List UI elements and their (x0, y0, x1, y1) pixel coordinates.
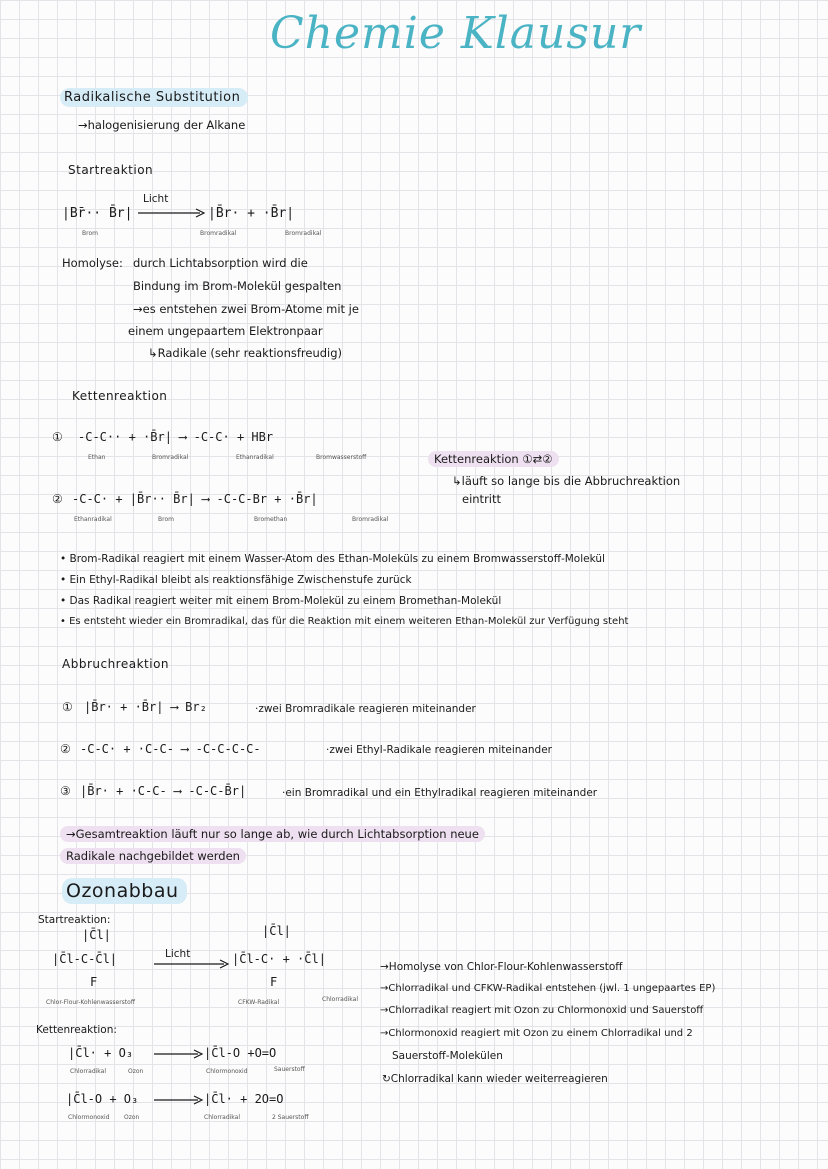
ozone-note-2: →Chlorradikal und CFKW-Radikal entstehen (jwl. 1 ungepaartes EP) (380, 983, 716, 994)
ozone-arrow-label: Licht (165, 948, 191, 960)
c1-label-a: Chlorradikal (70, 1068, 107, 1075)
chain-r1-eq: -C-C·· + ·B̄r| ⟶ -C-C· + HBr (78, 430, 274, 444)
chain-r1-label-c: Ethanradikal (236, 454, 274, 461)
chain-side-line-2: eintritt (462, 492, 502, 506)
page-title: Chemie Klausur (270, 8, 642, 59)
ozone-chain-label: Kettenreaktion: (36, 1024, 117, 1036)
ozone-note-6: ↻Chlorradikal kann wieder weiterreagieren (382, 1073, 608, 1085)
homolyse-line-5: ↳Radikale (sehr reaktionsfreudig) (148, 346, 343, 360)
start-arrow-label: Licht (143, 193, 169, 205)
c2-label-a: Chlormonoxid (68, 1114, 110, 1121)
c2-label-c: Chlorradikal (204, 1114, 241, 1121)
c1-label-d: Sauerstoff (274, 1066, 305, 1073)
start-eq-right: |B̄r· + ·B̄r| (208, 206, 295, 221)
label-chlorradikal: Chlorradikal (322, 996, 359, 1003)
chain-bullet-4: • Es entsteht wieder ein Bromradikal, das für die Reaktion mit einem weiteren Ethan-Molekül zur Verfügung steht (60, 616, 629, 627)
chain-r1-label-d: Bromwasserstoff (316, 454, 367, 461)
abort-r1-eq: |B̄r· + ·B̄r| ⟶ Br₂ (84, 700, 207, 714)
radical-subtitle: →halogenisierung der Alkane (78, 118, 246, 132)
chain-r2-label-d: Bromradikal (352, 516, 389, 523)
chain-r2-num: ② (52, 492, 63, 506)
ozone-c1-arrow (152, 1048, 204, 1060)
abort-r2-desc: ·zwei Ethyl-Radikale reagieren miteinander (326, 744, 552, 756)
homolyse-line-3: →es entstehen zwei Brom-Atome mit je (133, 302, 359, 316)
abort-summary-2: Radikale nachgebildet werden (60, 849, 246, 863)
chain-side-line-1: ↳läuft so lange bis die Abbruchreaktion (452, 474, 681, 488)
ozone-start-right-bottom: F (270, 975, 278, 989)
homolyse-line-4: einem ungepaartem Elektronpaar (128, 324, 323, 338)
chain-r1-label-b: Bromradikal (152, 454, 189, 461)
chain-bullet-2: • Ein Ethyl-Radikal bleibt als reaktionsfähige Zwischenstufe zurück (60, 574, 412, 586)
ozone-note-5: Sauerstoff-Molekülen (392, 1050, 503, 1062)
c2-label-b: Ozon (124, 1114, 140, 1121)
abort-r2-eq: -C-C· + ·C-C- ⟶ -C-C-C-C- (80, 742, 261, 756)
ozone-note-3: →Chlorradikal reagiert mit Ozon zu Chlormonoxid und Sauerstoff (380, 1005, 704, 1016)
ozone-c1-right: |C̄l-O +O=O (204, 1046, 277, 1060)
chain-r2-eq: -C-C· + |B̄r·· B̄r| ⟶ -C-C-Br + ·B̄r| (72, 492, 318, 506)
ozone-c2-left: |C̄l-O + O₃ (66, 1092, 139, 1106)
chain-r2-label-c: Bromethan (254, 516, 288, 523)
homolyse-line-1: durch Lichtabsorption wird die (133, 256, 308, 270)
ozone-start-arrow (152, 958, 230, 970)
ozone-start-right-top: |C̄l| (262, 924, 291, 938)
ozone-note-1: →Homolyse von Chlor-Flour-Kohlenwasserstoff (380, 961, 623, 973)
abort-summary-1: →Gesamtreaktion läuft nur so lange ab, wie durch Lichtabsorption neue (60, 827, 485, 841)
c1-label-b: Ozon (128, 1068, 144, 1075)
homolyse-line-2: Bindung im Brom-Molekül gespalten (133, 279, 342, 293)
ozone-heading: Ozonabbau (62, 880, 187, 902)
chain-r1-num: ① (52, 430, 63, 444)
abort-r1-num: ① (62, 700, 73, 714)
ozone-c1-left: |C̄l· + O₃ (68, 1046, 134, 1060)
chain-r2-label-b: Brom (158, 516, 174, 523)
label-cfkw-radikal: CFKW-Radikal (238, 999, 280, 1006)
c2-label-d: 2 Sauerstoff (272, 1114, 309, 1121)
abort-heading: Abbruchreaktion (62, 657, 170, 671)
ozone-start-left: |C̄l-C-C̄l| (52, 952, 118, 966)
label-bromradikal-1: Bromradikal (200, 230, 237, 237)
chain-heading: Kettenreaktion (72, 389, 168, 403)
label-brom: Brom (82, 230, 98, 237)
ozone-start-top: |C̄l| (82, 928, 111, 942)
section-heading-radical: Radikalische Substitution (60, 90, 248, 105)
ozone-note-4: →Chlormonoxid reagiert mit Ozon zu einem Chlorradikal und 2 (380, 1028, 693, 1039)
c1-label-c: Chlormonoxid (206, 1068, 248, 1075)
abort-r3-num: ③ (60, 784, 71, 798)
chain-r2-label-a: Ethanradikal (74, 516, 112, 523)
abort-r2-num: ② (60, 742, 71, 756)
abort-r1-desc: ·zwei Bromradikale reagieren miteinander (255, 703, 476, 715)
start-arrow (136, 207, 206, 219)
ozone-start-label: Startreaktion: (38, 914, 111, 926)
homolyse-label: Homolyse: (62, 256, 123, 270)
ozone-c2-arrow (152, 1094, 204, 1106)
chain-bullet-1: • Brom-Radikal reagiert mit einem Wasser-Atom des Ethan-Moleküls zu einem Bromwasserstoff-Molekül (60, 553, 605, 565)
abort-r3-eq: |B̄r· + ·C-C- ⟶ -C-C-B̄r| (80, 784, 247, 798)
ozone-start-right: |C̄l-C· + ·C̄l| (232, 952, 326, 966)
ozone-c2-right: |C̄l· + 2O=O (204, 1092, 284, 1106)
abort-r3-desc: ·ein Bromradikal und ein Ethylradikal reagieren miteinander (282, 787, 598, 799)
label-bromradikal-2: Bromradikal (285, 230, 322, 237)
start-eq-left: |Br̄·· B̄r| (62, 206, 133, 221)
chain-r1-label-a: Ethan (88, 454, 106, 461)
ozone-start-bottom: F (90, 975, 98, 989)
label-cfkw: Chlor-Flour-Kohlenwasserstoff (46, 999, 135, 1006)
chain-side-title: Kettenreaktion ①⇄② (428, 452, 559, 466)
chain-bullet-3: • Das Radikal reagiert weiter mit einem Brom-Molekül zu einem Bromethan-Molekül (60, 595, 502, 607)
start-heading: Startreaktion (68, 163, 154, 177)
